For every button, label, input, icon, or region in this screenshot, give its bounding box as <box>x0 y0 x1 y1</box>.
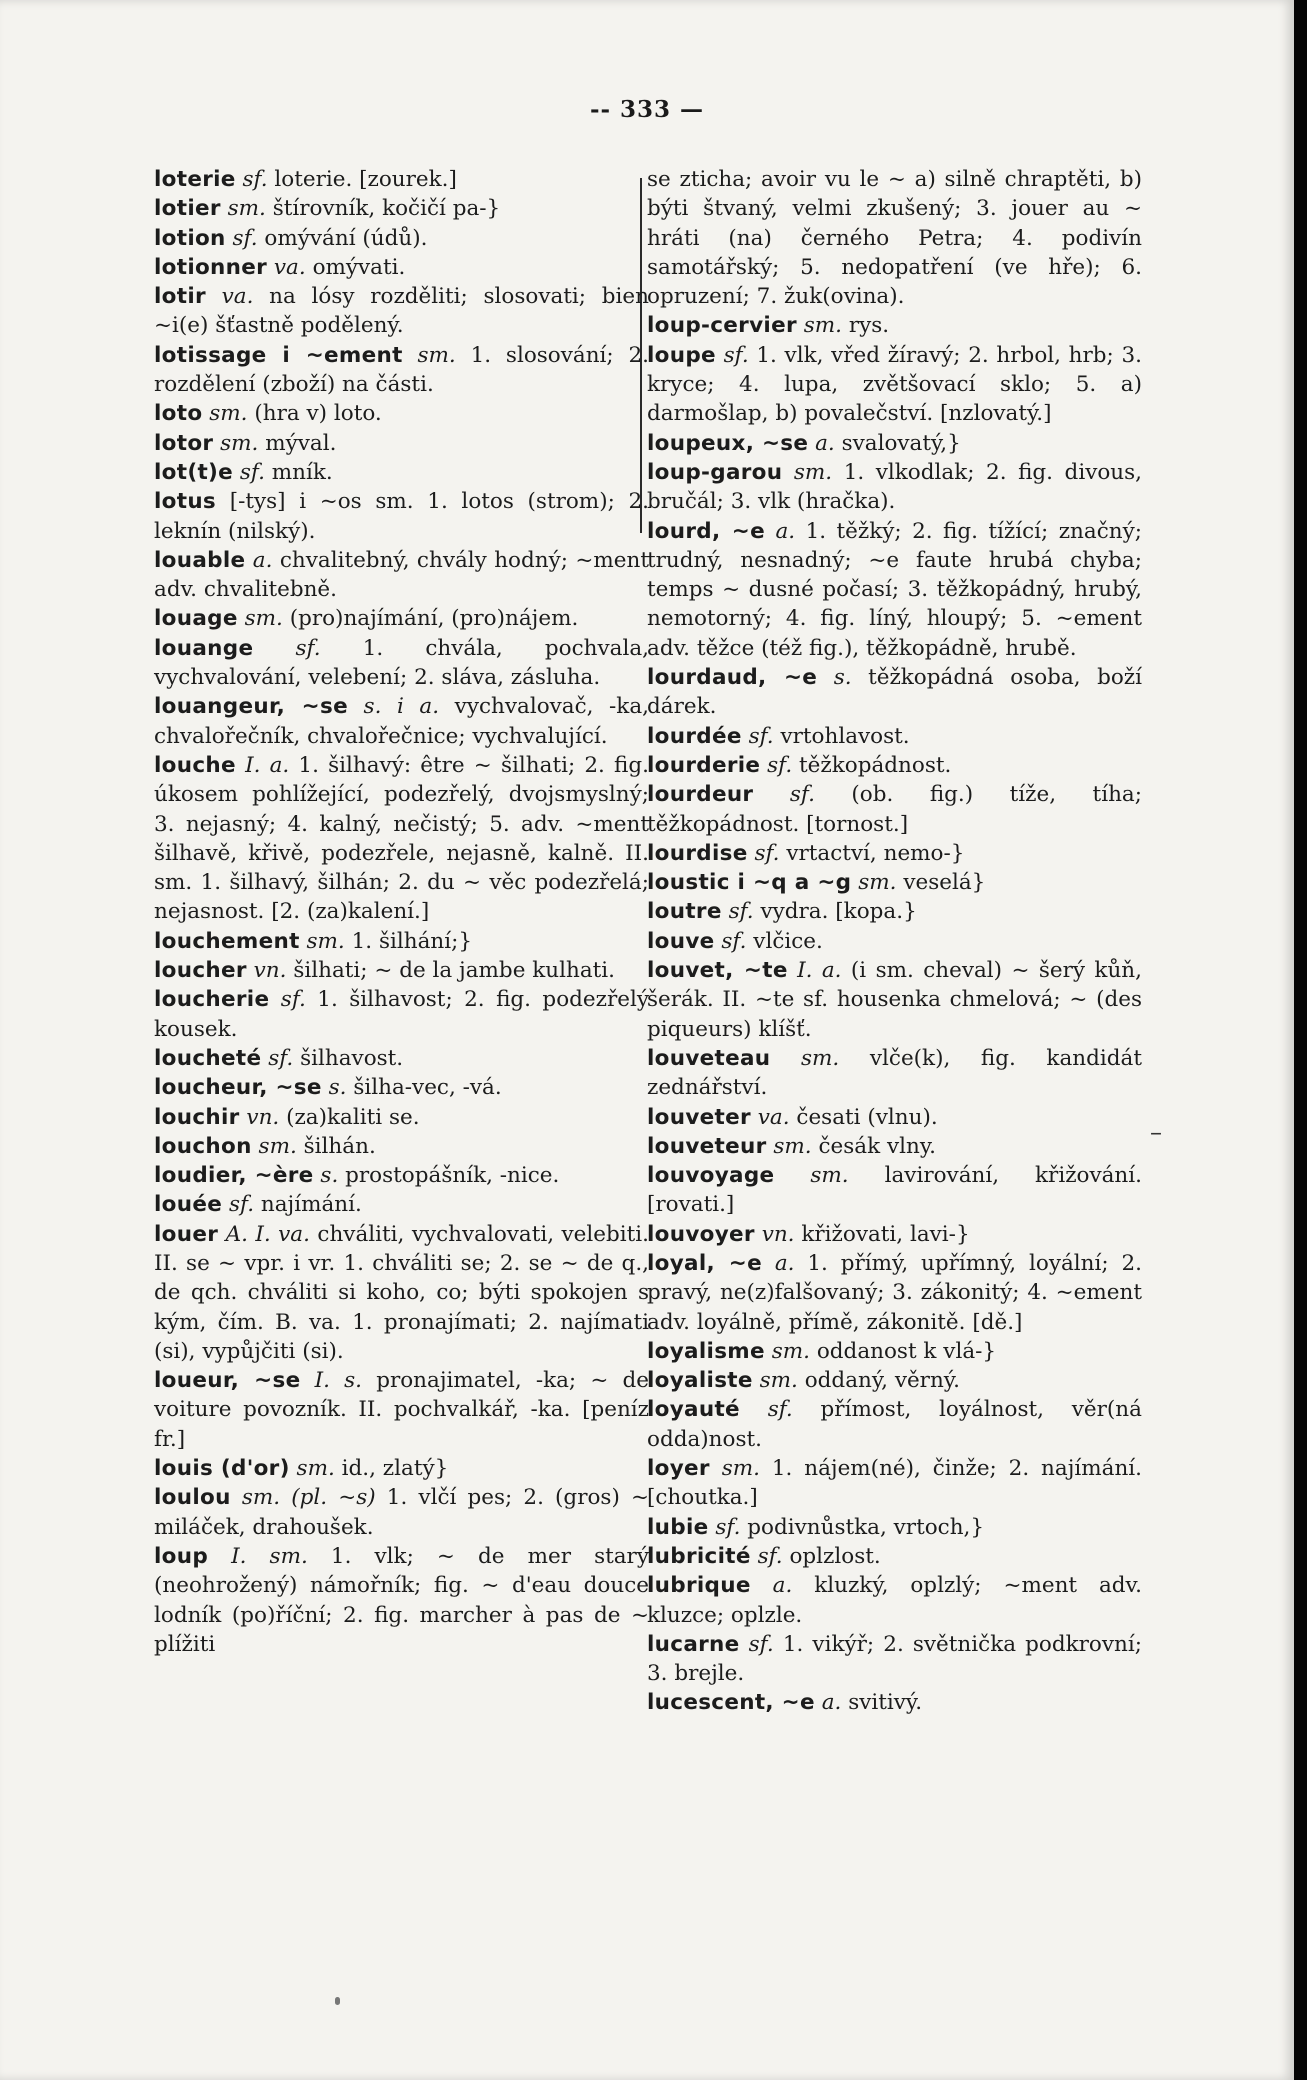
entry-headword: loucheur, ~se <box>154 1075 322 1101</box>
entry-definition: (hra v) loto. <box>254 401 382 427</box>
entry-grammar: s. <box>328 1075 347 1101</box>
entry-headword: loup-garou <box>647 459 783 485</box>
dictionary-entry <box>647 1161 1142 1220</box>
entry-headword: lotus <box>154 489 217 515</box>
dictionary-entry <box>154 282 649 341</box>
entry-grammar: sf. <box>242 167 268 192</box>
entry-definition: česák vlny. <box>818 1133 936 1159</box>
dictionary-entry <box>647 1454 1142 1513</box>
dictionary-entry <box>154 1366 649 1454</box>
entry-definition: štírovník, kočičí pa-} <box>272 196 501 222</box>
entry-definition: vrtohlavost. <box>780 723 910 749</box>
entry-grammar: va. <box>273 254 306 280</box>
dictionary-entry <box>154 1132 649 1161</box>
entry-definition: 1. šilhavost; 2. fig. podezřelý kousek. <box>154 987 649 1042</box>
entry-definition: oplzlost. <box>789 1543 881 1569</box>
entry-grammar: sf. <box>789 782 815 808</box>
dictionary-entry <box>154 1220 649 1366</box>
entry-headword: louage <box>154 606 238 632</box>
entry-headword: louangeur, ~se <box>154 694 348 720</box>
entry-definition: pronajimatel, -ka; ~ de voiture povozník. II. pochvalkář, -ka. [peníz fr.] <box>154 1368 650 1452</box>
entry-headword: lubie <box>647 1514 709 1540</box>
entry-definition: kluzký, oplzlý; ~ment adv. kluzce; oplzle. <box>647 1573 1142 1628</box>
entry-definition: chváliti, vychvalovati, velebiti. II. se ~ vpr. i vr. 1. chváliti se; 2. se ~ de q., de qch. chváliti si koho, co; býti spokojen s kým, čím. B. va. 1. pronajímati; 2. najímati (si), vypůjčiti (si). <box>154 1221 649 1364</box>
dictionary-entry <box>647 722 1142 751</box>
entry-headword: loustic i ~q a ~g <box>647 870 852 896</box>
entry-headword: lubricité <box>647 1543 751 1569</box>
dictionary-entry <box>154 692 649 751</box>
entry-definition: lavirování, křižování. [rovati.] <box>647 1163 1142 1218</box>
entry-definition: prostopášník, -nice. <box>345 1163 560 1189</box>
entry-headword: loup-cervier <box>647 313 797 339</box>
dictionary-entry <box>647 868 1142 897</box>
entry-definition: id., zlatý} <box>341 1456 449 1482</box>
entry-definition: 1. vlkodlak; 2. fig. divous, bručál; 3. vlk (hračka). <box>647 459 1142 515</box>
dictionary-entry <box>154 194 649 223</box>
dictionary-entry <box>647 1571 1142 1630</box>
entry-definition: šilhavost. <box>300 1045 404 1071</box>
entry-grammar: sf. <box>723 342 749 368</box>
entry-definition: vychvalovač, -ka, chvalořečník, chvalořečnice; vychvalující. <box>154 694 649 749</box>
entry-definition: loterie. [zourek.] <box>274 167 457 192</box>
entry-grammar: sf. <box>228 1192 255 1218</box>
entry-grammar: sf. <box>715 1514 741 1540</box>
entry-definition: omývati. <box>312 254 406 280</box>
entry-headword: loucher <box>154 958 247 984</box>
entry-headword: louange <box>154 635 254 661</box>
dictionary-entry <box>647 165 1142 311</box>
dictionary-entry <box>154 1073 649 1102</box>
entry-definition: 1. těžký; 2. fig. tížící; značný; trudný, nesnadný; ~e faute hrubá chyba; temps ~ dusné počasí; 3. těžkopádný, hrubý, nemotorný; 4. fig. líný, hloupý; 5. ~ement adv. těžce (též fig.), těžkopádně, hrubě. <box>647 518 1142 661</box>
entry-headword: loupeux, ~se <box>647 430 809 456</box>
entry-grammar: sf. <box>280 987 306 1013</box>
entry-headword: loup <box>154 1543 209 1569</box>
entry-definition: oddaný, věrný. <box>804 1368 960 1394</box>
entry-definition: těžkopádná osoba, boží dárek. <box>647 665 1143 720</box>
dictionary-entry <box>154 487 649 546</box>
entry-definition: vydra. [kopa.} <box>760 899 917 925</box>
entry-definition: svitivý. <box>848 1690 923 1716</box>
entry-definition: (za)kaliti se. <box>286 1104 420 1130</box>
entry-headword: loulou <box>154 1485 231 1511</box>
dictionary-entry <box>647 897 1142 926</box>
entry-headword: loyaliste <box>647 1368 753 1394</box>
entry-grammar: a. <box>774 1250 795 1276</box>
entry-grammar: sm. (pl. ~s) <box>241 1485 376 1511</box>
entry-headword: louveter <box>647 1104 751 1130</box>
entry-grammar: sf. <box>728 899 754 925</box>
dictionary-entry <box>647 1249 1142 1337</box>
dictionary-entry <box>154 1044 649 1073</box>
entry-definition: oddanost k vlá-} <box>816 1338 997 1364</box>
entry-headword: lucescent, ~e <box>647 1690 815 1716</box>
entry-grammar: sm. <box>771 1338 810 1364</box>
left-column <box>154 165 649 1659</box>
entry-definition: vlčice. <box>753 928 823 954</box>
dictionary-entry <box>154 253 649 282</box>
entry-definition: vlče(k), fig. kandidát zednářství. <box>647 1045 1142 1101</box>
entry-headword: louvoyer <box>647 1221 755 1247</box>
dictionary-entry <box>647 1103 1142 1132</box>
entry-headword: lotier <box>154 196 221 222</box>
entry-grammar: I. s. <box>314 1368 363 1394</box>
entry-grammar: a. <box>252 547 273 573</box>
entry-grammar: sm. <box>244 606 283 632</box>
entry-definition: šilhati; ~ de la jambe kulhati. <box>293 958 616 984</box>
entry-grammar: sm. <box>296 1456 335 1482</box>
entry-headword: louveteau <box>647 1045 771 1071</box>
entry-definition: rys. <box>848 313 890 339</box>
entry-definition: mník. <box>271 459 333 485</box>
dictionary-entry <box>647 1688 1142 1717</box>
dictionary-entry <box>647 927 1142 956</box>
dictionary-entry <box>647 839 1142 868</box>
entry-grammar: a. <box>821 1690 842 1716</box>
dictionary-entry <box>154 956 649 985</box>
entry-grammar: s. <box>833 665 852 691</box>
entry-definition: (pro)najímání, (pro)nájem. <box>289 606 579 632</box>
dictionary-entry <box>154 341 649 400</box>
entry-headword: lotir <box>154 284 206 310</box>
entry-headword: loyauté <box>647 1397 740 1423</box>
entry-grammar: sf. <box>767 752 793 778</box>
entry-headword: lotion <box>154 225 226 251</box>
entry-grammar: va. <box>757 1104 790 1130</box>
dictionary-entry <box>154 985 649 1044</box>
entry-headword: louis (d'or) <box>154 1456 290 1482</box>
scan-edge <box>1294 0 1307 2080</box>
entry-headword: louée <box>154 1192 223 1218</box>
entry-headword: lourdeur <box>647 782 754 808</box>
entry-headword: lotor <box>154 430 214 456</box>
entry-headword: lourdise <box>647 840 748 866</box>
dictionary-entry <box>154 1190 649 1219</box>
entry-grammar: vn. <box>761 1221 795 1247</box>
entry-headword: louable <box>154 547 246 573</box>
entry-grammar: sf. <box>754 840 780 866</box>
entry-definition: najímání. <box>260 1192 362 1218</box>
entry-headword: lotissage i ~ement <box>154 342 403 368</box>
entry-headword: louer <box>154 1221 219 1247</box>
page-speck <box>335 1997 340 2005</box>
page-number: -- 333 — <box>589 96 705 123</box>
entry-definition: 1. vlk, vřed žíravý; 2. hrbol, hrb; 3. kryce; 4. lupa, zvětšovací sklo; 5. a) darmošlap, b) povalečství. [nzlovatý.] <box>647 342 1142 427</box>
entry-headword: louchir <box>154 1104 240 1130</box>
entry-grammar: sm. <box>803 313 842 339</box>
dictionary-entry <box>647 751 1142 780</box>
entry-headword: loucherie <box>154 987 270 1013</box>
entry-headword: loutre <box>647 899 722 925</box>
right-column <box>647 165 1142 1718</box>
entry-grammar: I. a. <box>797 958 842 984</box>
dictionary-entry <box>647 517 1142 663</box>
entry-grammar: sm. <box>417 342 456 368</box>
entry-grammar: a. <box>772 1573 793 1599</box>
dictionary-entry <box>647 956 1142 1044</box>
entry-grammar: a. <box>775 518 796 544</box>
entry-grammar: sm. <box>858 870 897 896</box>
dictionary-entry <box>647 341 1142 429</box>
entry-grammar: sf. <box>767 1397 793 1423</box>
entry-headword: loyalisme <box>647 1338 765 1364</box>
entry-headword: louve <box>647 928 715 954</box>
entry-definition: na lósy rozděliti; slosovati; bien ~i(e) šťastně podělený. <box>154 284 649 339</box>
dictionary-entry <box>647 429 1142 458</box>
dictionary-entry <box>647 1513 1142 1542</box>
entry-definition: vrtactví, nemo-} <box>786 840 965 866</box>
dictionary-entry <box>154 751 649 927</box>
entry-headword: lourdée <box>647 723 742 749</box>
entry-definition: šilha-vec, -vá. <box>353 1075 502 1101</box>
entry-grammar: I. a. <box>245 752 290 778</box>
entry-grammar: sm. <box>793 459 833 485</box>
dictionary-entry <box>154 399 649 428</box>
dictionary-entry <box>154 429 649 458</box>
entry-definition: těžkopádnost. <box>799 752 952 778</box>
entry-definition: se zticha; avoir vu le ~ a) silně chraptěti, b) býti štvaný, velmi zkušený; 3. jouer au ~ hráti (na) černého Petra; 4. podivín samotářský; 5. nedopatření (ve hře); 6. opruzení; 7. žuk(ovina). <box>647 167 1142 310</box>
entry-headword: louche <box>154 752 236 778</box>
entry-definition: chvalitebný, chvály hodný; ~ment adv. chvalitebně. <box>154 547 649 603</box>
entry-definition: mýval. <box>265 430 337 456</box>
entry-definition: 1. vlčí pes; 2. (gros) ~ miláček, drahoušek. <box>154 1485 649 1540</box>
dictionary-entry <box>647 311 1142 340</box>
dictionary-entry <box>647 780 1142 839</box>
dictionary-entry <box>647 663 1142 722</box>
entry-definition: [-tys] i ~os sm. 1. lotos (strom); 2. leknín (nilský). <box>154 489 649 544</box>
entry-grammar: sm. <box>220 430 259 456</box>
entry-grammar: I. sm. <box>231 1543 308 1569</box>
entry-grammar: va. <box>221 284 254 310</box>
entry-definition: omývání (údů). <box>264 225 428 251</box>
entry-definition: šilhán. <box>303 1133 376 1159</box>
dictionary-entry <box>154 927 649 956</box>
entry-definition: 1. šilhavý: être ~ šilhati; 2. fig. úkosem pohlížející, podezřelý, dvojsmyslný; 3. nejasný; 4. kalný, nečistý; 5. adv. ~ment šilhavě, křivě, podezřele, nejasně, kalně. II. sm. 1. šilhavý, šilhán; 2. du ~ věc podezřelá; nejasnost. [2. (za)kalení.] <box>154 752 649 925</box>
entry-grammar: sf. <box>268 1045 294 1071</box>
entry-definition: křižovati, lavi-} <box>801 1221 970 1247</box>
entry-headword: lotionner <box>154 254 268 280</box>
entry-definition: přímost, loyálnost, věr(ná odda)nost. <box>647 1397 1142 1452</box>
entry-headword: lucarne <box>647 1631 740 1657</box>
entry-grammar: A. I. va. <box>225 1221 310 1247</box>
entry-grammar: sm. <box>258 1133 297 1159</box>
entry-grammar: sm. <box>801 1045 840 1071</box>
entry-definition: 1. vlk; ~ de mer starý (neohrožený) námořník; fig. ~ d'eau douce lodník (po)říční; 2. fig. marcher à pas de ~ plížiti <box>154 1543 649 1657</box>
entry-grammar: sm. <box>721 1456 760 1482</box>
dictionary-entry <box>154 634 649 693</box>
dictionary-entry <box>154 604 649 633</box>
entry-headword: lourd, ~e <box>647 518 765 544</box>
entry-grammar: vn. <box>253 958 287 984</box>
entry-definition: 1. přímý, upřímný, loyální; 2. pravý, ne(z)falšovaný; 3. zákonitý; 4. ~ement adv. loyálně, přímě, zákonitě. [dě.] <box>647 1250 1142 1335</box>
entry-grammar: s. i a. <box>363 694 440 720</box>
dictionary-entry <box>647 1220 1142 1249</box>
entry-headword: lubrique <box>647 1573 751 1599</box>
entry-headword: lot(t)e <box>154 459 234 485</box>
entry-grammar: sf. <box>295 635 321 661</box>
entry-headword: loterie <box>154 167 236 192</box>
entry-definition: 1. chvála, pochvala, vychvalování, velebení; 2. sláva, zásluha. <box>154 635 649 691</box>
dictionary-entry <box>154 224 649 253</box>
dictionary-entry <box>647 1630 1142 1689</box>
dictionary-entry <box>154 458 649 487</box>
entry-headword: louvet, ~te <box>647 958 788 984</box>
entry-definition: 1. slosování; 2. rozdělení (zboží) na části. <box>154 342 649 398</box>
entry-headword: loyer <box>647 1456 710 1482</box>
dictionary-entry <box>647 1132 1142 1161</box>
entry-grammar: sm. <box>209 401 248 427</box>
dictionary-entry <box>154 1161 649 1190</box>
dictionary-entry <box>154 1454 649 1483</box>
entry-grammar: sf. <box>239 459 265 485</box>
entry-grammar: sf. <box>748 723 774 749</box>
entry-grammar: sf. <box>748 1631 774 1657</box>
dictionary-entry <box>154 1103 649 1132</box>
dictionary-entry <box>647 1542 1142 1571</box>
entry-headword: louveteur <box>647 1133 767 1159</box>
entry-headword: louchon <box>154 1133 252 1159</box>
dictionary-entry <box>647 1337 1142 1366</box>
entry-grammar: sf. <box>757 1543 783 1569</box>
entry-grammar: s. <box>320 1163 339 1189</box>
dictionary-entry <box>154 1483 649 1542</box>
dictionary-entry <box>154 165 649 194</box>
dictionary-entry <box>154 1542 649 1659</box>
entry-headword: louchement <box>154 928 300 954</box>
entry-headword: lourderie <box>647 752 761 778</box>
dictionary-entry <box>647 1044 1142 1103</box>
entry-definition: veselá} <box>903 870 986 896</box>
entry-definition: česati (vlnu). <box>796 1104 938 1130</box>
entry-grammar: sm. <box>227 196 266 222</box>
entry-headword: loyal, ~e <box>647 1250 762 1276</box>
dictionary-entry <box>647 458 1142 517</box>
entry-grammar: sm. <box>810 1163 849 1189</box>
entry-definition: (i sm. cheval) ~ šerý kůň, šerák. II. ~te sf. housenka chmelová; ~ (des piqueurs) klíšť. <box>647 958 1142 1042</box>
entry-headword: loto <box>154 401 203 427</box>
entry-headword: loudier, ~ère <box>154 1163 314 1189</box>
entry-definition: 1. šilhání;} <box>351 928 473 954</box>
entry-grammar: a. <box>815 430 835 456</box>
entry-grammar: sf. <box>232 225 258 251</box>
entry-definition: (ob. fig.) tíže, tíha; těžkopádnost. [tornost.] <box>647 782 1142 837</box>
entry-headword: loupe <box>647 342 716 368</box>
entry-grammar: sm. <box>759 1368 798 1394</box>
entry-grammar: vn. <box>246 1104 280 1130</box>
entry-grammar: sm. <box>306 928 345 954</box>
entry-definition: 1. vikýř; 2. světnička podkrovní; 3. brejle. <box>647 1631 1142 1687</box>
entry-definition: svalovatý,} <box>841 430 961 456</box>
dictionary-entry <box>647 1395 1142 1454</box>
entry-grammar: sf. <box>721 928 747 954</box>
entry-headword: louvoyage <box>647 1163 775 1189</box>
entry-definition: 1. nájem(né), činže; 2. najímání. [choutka.] <box>647 1456 1142 1511</box>
entry-headword: loueur, ~se <box>154 1368 301 1394</box>
dictionary-entry <box>154 546 649 605</box>
entry-headword: lourdaud, ~e <box>647 665 818 691</box>
entry-grammar: sm. <box>773 1133 812 1159</box>
entry-headword: loucheté <box>154 1045 262 1071</box>
dictionary-entry <box>647 1366 1142 1395</box>
margin-mark: – <box>1150 1118 1162 1146</box>
entry-definition: podivnůstka, vrtoch,} <box>747 1514 985 1540</box>
